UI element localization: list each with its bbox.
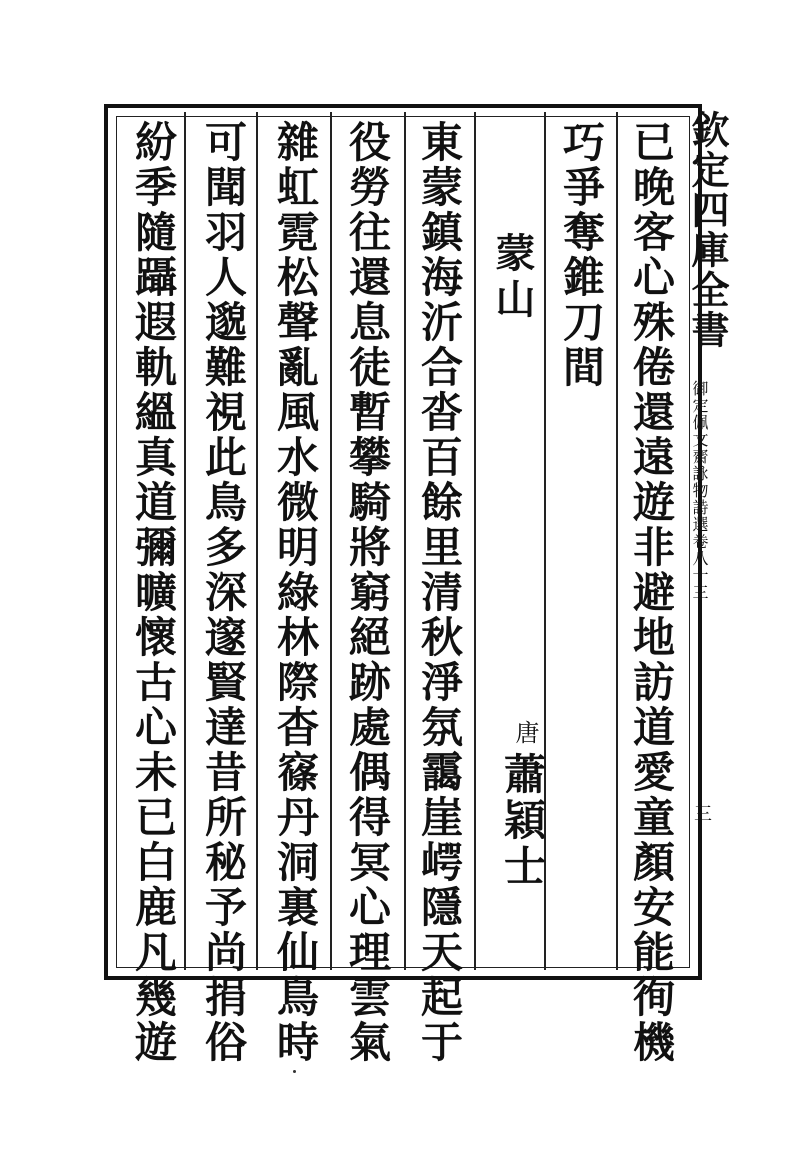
margin-header — [680, 110, 730, 350]
text-column-4 — [342, 120, 392, 1065]
column-text: 東蒙鎮海沂合沓百餘里清秋淨氛靄崖崿隱天起于 — [415, 120, 464, 1065]
volume-info: 御定佩文齋詠物詩選卷八十三 — [690, 380, 709, 601]
book-title: 欽定四庫全書 — [685, 110, 730, 350]
column-text: 巧爭奪錐刀間 — [557, 120, 606, 390]
text-column-2 — [556, 120, 606, 390]
text-column-3 — [414, 120, 464, 1065]
author-name: 蕭穎士 — [498, 752, 547, 890]
ink-speck — [293, 1070, 296, 1073]
text-column-1 — [626, 120, 676, 1065]
page-frame — [104, 104, 702, 980]
text-column-6 — [198, 120, 248, 1065]
author-dynasty: 唐 — [511, 720, 539, 744]
text-column-5 — [270, 120, 320, 1065]
column-text: 役勞往還息徒暫攀騎將窮絕跡處偶得冥心理雲氣 — [343, 120, 392, 1065]
column-rule — [330, 112, 332, 970]
text-column-7 — [128, 120, 178, 1065]
poem-title: 蒙山 — [489, 232, 536, 324]
column-rule — [404, 112, 406, 970]
column-rule — [256, 112, 258, 970]
column-rule — [184, 112, 186, 970]
page-marker: 三 — [694, 804, 712, 825]
column-text: 雜虹霓松聲亂風水微明綠林際杳窱丹洞裏仙鳥時 — [271, 120, 320, 1065]
column-text: 紛季隨躡遐軌縕真道彌曠懷古心未已白鹿凡幾遊 — [129, 120, 178, 1065]
column-text: 可聞羽人邈難視此鳥多深邃賢達昔所秘予尚捐俗 — [199, 120, 248, 1065]
column-rule — [616, 112, 618, 970]
column-rule — [474, 112, 476, 970]
column-text: 已晚客心殊倦還遠遊非避地訪道愛童顏安能徇機 — [627, 120, 676, 1065]
